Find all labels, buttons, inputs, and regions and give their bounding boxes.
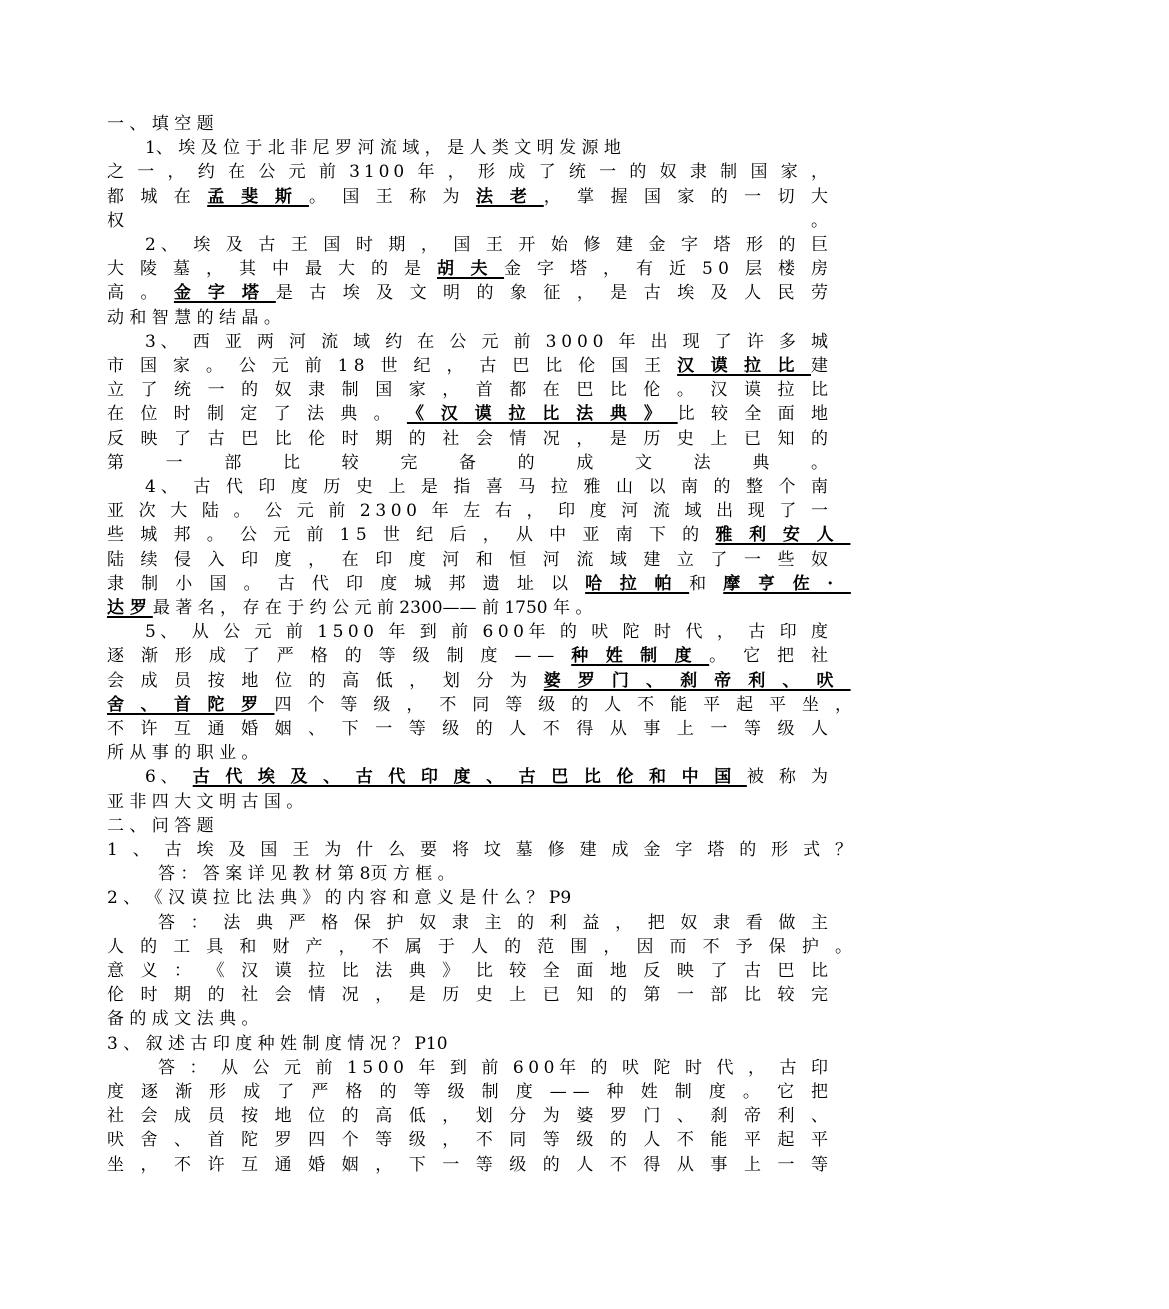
text-line [145, 620, 833, 644]
text-segment: 会 成 员 按 地 位 的 高 低 ， 划 分 为 [107, 670, 544, 691]
text-segment: 之 一 ， 约 在 公 元 前 3100 年 ， 形 成 了 统 一 的 奴 隶 制 国 家 ， [107, 162, 832, 183]
text-line [107, 717, 834, 741]
text-segment: 答 ： 从 公 元 前 1500 年 到 前 600年 的 吠 陀 时 代 ， 古 印 [158, 1057, 833, 1078]
text-line [107, 281, 834, 305]
text-line [107, 814, 214, 838]
text-segment: 。 国 王 称 为 [308, 186, 476, 207]
text-line [107, 983, 834, 1007]
answer-blank: 古 代 埃 及 、 古 代 印 度 、 古 巴 比 伦 和 中 国 [192, 767, 747, 788]
text-segment: 1、 埃 及 位 于 北 非 尼 罗 河 流 域 ， 是 人 类 文 明 发 源 地 [145, 138, 621, 159]
answer-blank: 达 罗 [107, 598, 153, 618]
answer-blank: 种 姓 制 度 [571, 646, 710, 667]
text-line [107, 1153, 834, 1177]
text-line [107, 548, 834, 572]
text-line [107, 209, 1169, 233]
text-segment: 4、 古 代 印 度 历 史 上 是 指 喜 马 拉 雅 山 以 南 的 整 个 南 [145, 477, 834, 497]
text-segment: 5、 从 公 元 前 1500 年 到 前 600年 的 吠 陀 时 代 ， 古 印 度 [145, 622, 833, 643]
text-segment: 3 、 叙 述 古 印 度 种 姓 制 度 情 况 ？ P10 [107, 1033, 448, 1054]
text-line [107, 596, 592, 620]
text-segment: 动 和 智 慧 的 结 晶 。 [107, 307, 281, 328]
text-line [145, 765, 833, 789]
text-line [107, 451, 846, 475]
answer-blank: 哈 拉 帕 [585, 573, 690, 594]
text-line [107, 523, 850, 547]
answer-blank: 雅 利 安 人 [715, 525, 851, 546]
answer-blank: 婆 罗 门 、 刹 帝 利 、 吠 [543, 670, 851, 691]
text-line [145, 475, 833, 499]
text-line [107, 741, 258, 765]
text-line [158, 1056, 833, 1080]
text-segment: 比 较 全 面 地 [677, 404, 834, 425]
text-segment: 在 位 时 制 定 了 法 典 。 [107, 404, 407, 425]
text-segment: 立 了 统 一 的 奴 隶 制 国 家 ， 首 都 在 巴 比 伦 。 汉 谟 拉 比 [107, 380, 834, 401]
text-segment: 伦 时 期 的 社 会 情 况 ， 是 历 史 上 已 知 的 第 一 部 比 较 完 [107, 985, 834, 1006]
text-line [107, 886, 571, 910]
text-line [107, 499, 833, 523]
text-segment: 二 、 问 答 题 [107, 815, 214, 836]
text-segment: 逐 渐 形 成 了 严 格 的 等 级 制 度 —— [107, 646, 572, 667]
text-line [107, 1128, 834, 1152]
text-segment: 最 著 名 ， 存 在 于 约 公 元 前 2300—— 前 1750 年 。 [152, 598, 593, 618]
text-segment: 吠 舍 、 首 陀 罗 四 个 等 级 ， 不 同 等 级 的 人 不 能 平 起 平 [107, 1130, 834, 1151]
answer-blank: 摩 亨 佐 · [723, 573, 851, 594]
text-line [107, 112, 214, 136]
text-segment: 2 、 《 汉 谟 拉 比 法 典 》 的 内 容 和 意 义 是 什 么 ？ P9 [107, 888, 572, 909]
text-segment: 人 的 工 具 和 财 产 ， 不 属 于 人 的 范 围 ， 因 而 不 予 保 护 。 [107, 936, 858, 957]
text-line [158, 911, 833, 935]
text-segment: 备 的 成 文 法 典 。 [107, 1009, 259, 1030]
text-segment: 不 许 互 通 婚 姻 、 下 一 等 级 的 人 不 得 从 事 上 一 等 级 人 [107, 719, 834, 739]
text-segment: 答 ： 法 典 严 格 保 护 奴 隶 主 的 利 益 ， 把 奴 隶 看 做 主 [158, 912, 834, 933]
text-segment: 权 。 [107, 210, 1169, 231]
text-line [107, 935, 857, 959]
text-segment: 3、 西 亚 两 河 流 域 约 在 公 元 前 3000 年 出 现 了 许 多 城 [145, 331, 833, 352]
text-line [107, 1007, 258, 1031]
text-segment: 陆 续 侵 入 印 度 ， 在 印 度 河 和 恒 河 流 域 建 立 了 一 些 奴 [107, 549, 834, 570]
text-segment: 金 字 塔 ， 有 近 50 层 楼 房 [504, 259, 834, 280]
text-segment: 。 它 把 社 [709, 646, 834, 667]
text-line [107, 959, 834, 983]
text-segment: 高 。 [107, 283, 174, 304]
text-segment: 社 会 成 员 按 地 位 的 高 低 ， 划 分 为 婆 罗 门 、 刹 帝 利 、 [107, 1106, 834, 1127]
text-segment: 1 、 古 埃 及 国 王 为 什 么 要 将 坟 墓 修 建 成 金 字 塔 的 形 式 ？ [107, 840, 857, 860]
text-line [107, 354, 833, 378]
text-line [107, 185, 833, 209]
answer-blank: 孟 斐 斯 [207, 186, 309, 207]
text-segment: 大 陵 墓 ， 其 中 最 大 的 是 [107, 259, 438, 280]
text-segment: 四 个 等 级 ， 不 同 等 级 的 人 不 能 平 起 平 坐 ， [274, 694, 858, 715]
text-line [107, 790, 303, 814]
text-line [107, 838, 857, 862]
text-line [107, 1080, 834, 1104]
answer-blank: 《 汉 谟 拉 比 法 典 》 [406, 404, 678, 425]
text-line [107, 306, 281, 330]
text-segment: 6、 [145, 767, 193, 788]
text-segment: ， 掌 握 国 家 的 一 切 大 [543, 186, 834, 207]
text-segment: 坐 ， 不 许 互 通 婚 姻 ， 下 一 等 级 的 人 不 得 从 事 上 一 等 [107, 1154, 834, 1175]
text-segment: 些 城 邦 。 公 元 前 15 世 纪 后 ， 从 中 亚 南 下 的 [107, 525, 716, 546]
text-line [107, 669, 851, 693]
text-line [107, 572, 851, 596]
text-segment: 答 ： 答 案 详 见 教 材 第 8页 方 框 。 [158, 864, 455, 885]
text-segment: 都 城 在 [107, 186, 208, 207]
text-line [145, 136, 621, 160]
text-segment: 一 、 填 空 题 [107, 114, 214, 134]
text-line [107, 693, 857, 717]
text-line [158, 862, 455, 886]
answer-blank: 胡 夫 [437, 259, 505, 280]
text-segment: 2、 埃 及 古 王 国 时 期 ， 国 王 开 始 修 建 金 字 塔 形 的 巨 [145, 235, 834, 255]
text-line [107, 1032, 448, 1056]
text-segment: 所 从 事 的 职 业 。 [107, 743, 259, 764]
text-segment: 隶 制 小 国 。 古 代 印 度 城 邦 遗 址 以 [107, 573, 586, 594]
text-line [107, 644, 834, 668]
text-line [107, 1104, 834, 1128]
text-segment: 意 义 ： 《 汉 谟 拉 比 法 典 》 比 较 全 面 地 反 映 了 古 巴 比 [107, 961, 834, 981]
answer-blank: 金 字 塔 [173, 283, 276, 304]
text-segment: 亚 次 大 陆 。 公 元 前 2300 年 左 右 ， 印 度 河 流 域 出 现 了 一 [107, 501, 833, 522]
text-line [107, 257, 833, 281]
text-line [107, 160, 832, 184]
text-segment: 反 映 了 古 巴 比 伦 时 期 的 社 会 情 况 ， 是 历 史 上 已 知 的 [107, 428, 834, 449]
text-line [145, 330, 833, 354]
text-line [107, 402, 833, 426]
answer-blank: 舍 、 首 陀 罗 [107, 694, 275, 715]
text-segment: 第 一 部 比 较 完 备 的 成 文 法 典 。 [107, 452, 847, 473]
text-segment: 和 [689, 573, 724, 594]
text-segment: 亚 非 四 大 文 明 古 国 。 [107, 791, 304, 812]
text-segment: 被 称 为 [746, 767, 833, 788]
text-line [145, 233, 833, 257]
text-line [107, 378, 834, 402]
answer-blank: 法 老 [475, 186, 544, 207]
text-line [107, 427, 834, 451]
answer-blank: 汉 谟 拉 比 [677, 356, 811, 376]
text-segment: 市 国 家 。 公 元 前 18 世 纪 ， 古 巴 比 伦 国 王 [107, 356, 678, 376]
text-segment: 是 古 埃 及 文 明 的 象 征 ， 是 古 埃 及 人 民 劳 [275, 283, 834, 304]
text-segment: 度 逐 渐 形 成 了 严 格 的 等 级 制 度 —— 种 姓 制 度 。 它 把 [107, 1082, 834, 1102]
text-segment: 建 [811, 356, 834, 376]
